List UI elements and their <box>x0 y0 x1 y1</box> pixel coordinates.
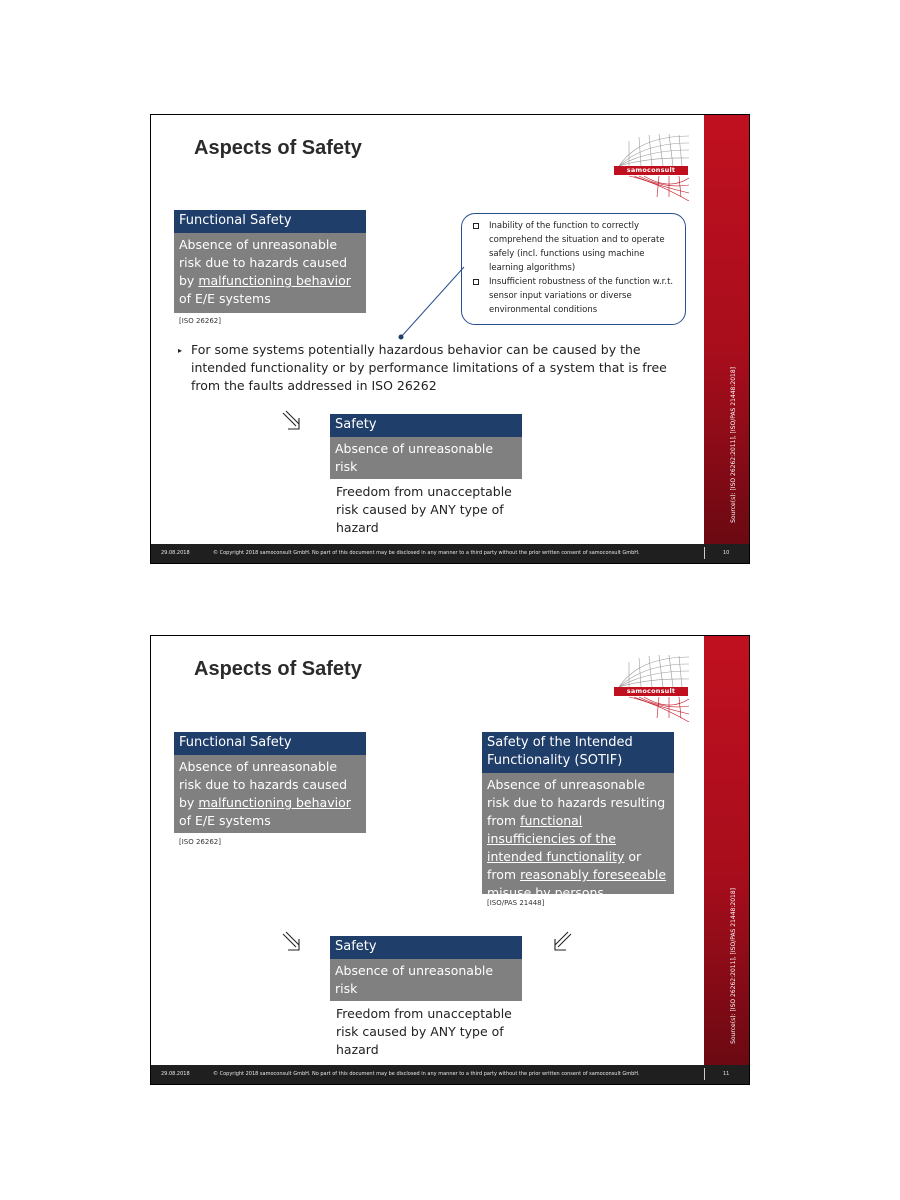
footer-divider <box>704 1068 705 1080</box>
sources-note: Source(s): [ISO 26262:2011], [ISO/PAS 21448:2018] <box>730 888 737 1044</box>
diagonal-arrow-icon <box>551 930 575 954</box>
iso-26262-reference: [ISO 26262] <box>179 317 221 325</box>
slide-footer <box>151 1065 749 1084</box>
safety-header: Safety <box>330 936 522 959</box>
bullet-text: For some systems potentially hazardous behavior can be caused by the intended functionality or by performance limitations of a system that is free from the faults addressed in ISO 26262 <box>191 342 667 393</box>
bubble-item-1: Inability of the function to correctly comprehend the situation and to operate safely (incl. functions using machine learning algorithms) <box>489 221 665 273</box>
safety-body: Absence of unreasonable risk <box>330 959 522 1001</box>
page-number: 10 <box>723 550 730 556</box>
functional-safety-header: Functional Safety <box>174 732 366 755</box>
safety-body: Absence of unreasonable risk <box>330 437 522 479</box>
page-number: 11 <box>723 1071 730 1077</box>
sotif-header: Safety of the Intended Functionality (SOTIF) <box>482 732 674 773</box>
sotif-body: Absence of unreasonable risk due to hazards resulting from functional insufficiencies of the intended functionality or from reasonably foreseeable misuse by persons <box>482 773 674 894</box>
slide-10 <box>150 114 750 564</box>
bubble-item-2: Insufficient robustness of the function w.r.t. sensor input variations or diverse environmental conditions <box>489 277 674 315</box>
safety-definition: Freedom from unacceptable risk caused by ANY type of hazard <box>336 484 512 535</box>
diagonal-arrow-icon <box>279 930 303 954</box>
logo-wordmark: samoconsult <box>614 166 688 175</box>
slide-footer <box>151 544 749 563</box>
iso-26262-reference: [ISO 26262] <box>179 838 221 846</box>
slide-title: Aspects of Safety <box>194 137 362 159</box>
slide-title: Aspects of Safety <box>194 658 362 680</box>
safety-header: Safety <box>330 414 522 437</box>
safety-definition: Freedom from unacceptable risk caused by ANY type of hazard <box>336 1006 512 1057</box>
bullet-arrow-icon: ▸ <box>178 346 183 355</box>
checkbox-icon <box>473 223 479 229</box>
functional-safety-body: Absence of unreasonable risk due to hazards caused by malfunctioning behavior of E/E systems <box>174 755 366 833</box>
functional-safety-header: Functional Safety <box>174 210 366 233</box>
red-sidebar <box>704 636 749 1066</box>
diagonal-arrow-icon <box>279 409 303 433</box>
footer-date: 29.08.2018 <box>161 1071 190 1077</box>
footer-copyright: © Copyright 2018 samoconsult GmbH. No part of this document may be disclosed in any manner to a third party without the prior written consent of samoconsult GmbH. <box>213 550 640 556</box>
red-sidebar <box>704 115 749 545</box>
sources-note: Source(s): [ISO 26262:2011], [ISO/PAS 21448:2018] <box>730 367 737 523</box>
iso-pas-21448-reference: [ISO/PAS 21448] <box>487 899 545 907</box>
callout-pointer <box>396 265 476 345</box>
functional-safety-body: Absence of unreasonable risk due to hazards caused by malfunctioning behavior of E/E systems <box>174 233 366 313</box>
footer-copyright: © Copyright 2018 samoconsult GmbH. No part of this document may be disclosed in any manner to a third party without the prior written consent of samoconsult GmbH. <box>213 1071 640 1077</box>
footer-date: 29.08.2018 <box>161 550 190 556</box>
logo-wordmark: samoconsult <box>614 687 688 696</box>
footer-divider <box>704 547 705 559</box>
slide-11 <box>150 635 750 1085</box>
